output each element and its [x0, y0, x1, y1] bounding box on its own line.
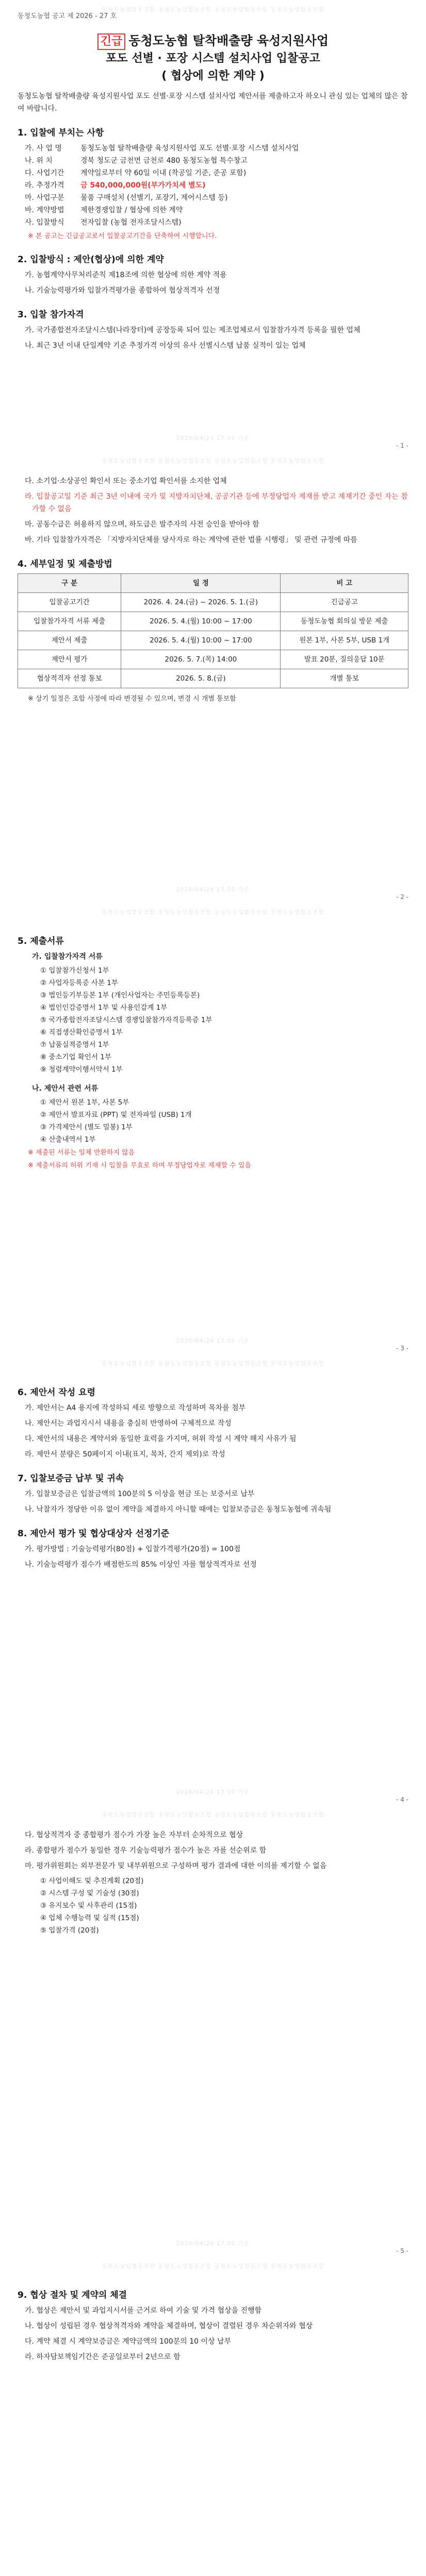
s5-note: ※ 제출된 서류는 일체 반환하지 않음	[28, 1149, 135, 1157]
s3-item: 가. 국가종합전자조달시스템(나라장터)에 공장등록 되어 있는 제조업체로서 입찰참가자격 등록을 필한 업체	[25, 326, 361, 334]
list-item: ④ 산출내역서 1부	[40, 1136, 96, 1144]
s2-item: 가. 농협계약사무처리준칙 제18조에 의한 협상에 의한 계약 적용	[25, 271, 227, 279]
list-item: ④ 업체 수행능력 및 실적 (15점)	[40, 1914, 139, 1922]
watermark: 동청도농업협동조합 동청도농업협동조합 동청도농업협동조합 동청도농업협동조합	[101, 2263, 325, 2269]
title-line-2: 포도 선별 · 포장 시스템 설치사업 입찰공고	[106, 52, 320, 65]
table-header-row	[18, 574, 408, 593]
s2-item: 나. 기술능력평가와 입찰가격평가를 종합하여 협상적격자 선정	[25, 286, 220, 295]
table-row: 협상적격자 선정 통보 2026. 5. 8.(금) 개별 통보	[18, 669, 408, 688]
s8-item: 나. 기술능력평가 점수가 배점한도의 85% 이상인 자를 협상적격자로 선정	[25, 1561, 257, 1569]
timestamp: 2026/04/24 17:00 기준	[176, 1337, 250, 1344]
list-item: ② 제안서 발표자료 (PPT) 및 전자파일 (USB) 1개	[40, 1111, 192, 1119]
list-item: ② 시스템 구성 및 기술성 (30점)	[40, 1889, 139, 1897]
page-number: - 3 -	[396, 1345, 408, 1352]
page-5	[0, 1805, 426, 2257]
list-item: ⑨ 청렴계약이행서약서 1부	[40, 1065, 123, 1074]
s7-item: 나. 낙찰자가 정당한 이유 없이 계약을 체결하지 아니할 때에는 입찰보증금은 동청도농협에 귀속됨	[25, 1505, 332, 1514]
section-5-heading: 5. 제출서류	[18, 936, 64, 946]
section-4-heading: 4. 세부일정 및 제출방법	[18, 559, 112, 569]
timestamp: 2026/04/24 17:00 기준	[176, 886, 250, 893]
s1-item: 바. 계약방법 제한경쟁입찰 / 협상에 의한 계약	[25, 206, 183, 214]
column-header: 구 분	[18, 574, 121, 593]
page-3	[0, 903, 426, 1354]
section-6-heading: 6. 제안서 작성 요령	[18, 1387, 95, 1398]
s3-item: 바. 기타 입찰참가자격은 「지방자치단체를 당사자로 하는 계약에 관한 법률 시행령」 및 관련 규정에 따름	[25, 536, 357, 544]
intro-text: 동청도농협 탈착배출량 육성지원사업 포도 선별·포장 시스템 설치사업 제안서를 제출하고자 하오니 관심 있는 업체의 많은 참여 바랍니다.	[18, 92, 408, 113]
watermark: 동청도농업협동조합 동청도농업협동조합 동청도농업협동조합 동청도농업협동조합	[101, 6, 325, 13]
list-item: ① 제안서 원본 1부, 사본 5부	[40, 1098, 129, 1107]
s1-item: 가. 사 업 명 동청도농협 탈착배출량 육성지원사업 포도 선별·포장 시스템 설치사업	[25, 144, 299, 152]
page-number: - 4 -	[396, 1796, 408, 1803]
s1-item: 마. 사업구분 물품 구매설치 (선별기, 포장기, 제어시스템 등)	[25, 194, 228, 202]
title-line-3: ( 협상에 의한 계약 )	[161, 70, 265, 82]
list-item: ④ 법인인감증명서 1부 및 사용인감계 1부	[40, 1004, 168, 1012]
s6-item: 다. 제안서의 내용은 계약서와 동일한 효력을 가지며, 허위 작성 시 계약 해지 사유가 됨	[25, 1435, 297, 1443]
schedule-table	[18, 573, 408, 688]
list-item: ③ 가격제안서 (별도 밀봉) 1부	[40, 1123, 133, 1131]
s9-item: 라. 하자담보책임기간은 준공일로부터 2년으로 함	[25, 2353, 181, 2361]
s1-item: 나. 위 치 경북 청도군 금천면 금천로 480 동청도농협 특수창고	[25, 157, 248, 165]
page-number: - 5 -	[396, 2247, 408, 2255]
section-1-heading: 1. 입찰에 부치는 사항	[18, 128, 104, 138]
timestamp: 2026/04/24 17:00 기준	[176, 1789, 250, 1795]
s3-item: 라. 입찰공고일 기준 최근 3년 이내에 국가 및 지방자치단체, 공공기관 등에 부정당업자 제재를 받고 제재기간 중인 자는 참가할 수 없음	[25, 493, 408, 513]
s5-note: ※ 제출서류의 허위 기재 시 입찰을 무효로 하며 부정당업자로 제재할 수 있음	[28, 1162, 252, 1170]
watermark: 동청도농업협동조합 동청도농업협동조합 동청도농업협동조합 동청도농업협동조합	[101, 1811, 325, 1818]
s6-item: 가. 제안서는 A4 용지에 작성하되 세로 방향으로 작성하며 목차를 첨부	[25, 1404, 246, 1412]
section-8-heading: 8. 제안서 평가 및 협상대상자 선정기준	[18, 1529, 170, 1539]
watermark: 동청도농업협동조합 동청도농업협동조합 동청도농업협동조합 동청도농업협동조합	[101, 457, 325, 464]
list-item: ③ 법인등기부등본 1부 (개인사업자는 주민등록등본)	[40, 991, 200, 999]
page-4	[0, 1354, 426, 1805]
section-7-heading: 7. 입찰보증금 납부 및 귀속	[18, 1473, 124, 1484]
s1-note: ※ 본 공고는 긴급공고로서 입찰공고기간을 단축하여 시행합니다.	[28, 232, 217, 240]
s9-item: 가. 협상은 제안서 및 과업지시서를 근거로 하여 기술 및 가격 협상을 진행함	[25, 2307, 262, 2315]
list-item: ① 사업이해도 및 추진계획 (20점)	[40, 1877, 144, 1885]
s1-item: 라. 추정가격 금 540,000,000원(부가가치세 별도)	[25, 181, 206, 190]
title-block	[18, 32, 408, 85]
list-item: ⑧ 중소기업 확인서 1부	[40, 1053, 111, 1061]
s9-item: 다. 계약 체결 시 계약보증금은 계약금액의 100분의 10 이상 납부	[25, 2337, 232, 2346]
page-title	[18, 32, 408, 50]
timestamp: 2026/04/24 17:00 기준	[176, 435, 250, 442]
s8-item: 다. 협상적격자 중 종합평가 점수가 가장 높은 자부터 순차적으로 협상	[25, 1831, 243, 1839]
section-3-heading: 3. 입찰 참가자격	[18, 310, 84, 320]
s5-group-title: 나. 제안서 관련 서류	[32, 1084, 99, 1093]
column-header: 비 고	[281, 574, 408, 593]
s9-item: 나. 협상이 성립된 경우 협상적격자와 계약을 체결하며, 협상이 결렬된 경우 차순위자와 협상	[25, 2322, 313, 2330]
page-2	[0, 451, 426, 903]
column-header: 일 정	[121, 574, 281, 593]
page-number: - 2 -	[396, 893, 408, 901]
s1-item: 사. 입찰방식 전자입찰 (농협 전자조달시스템)	[25, 218, 182, 227]
s3-item: 다. 소기업·소상공인 확인서 또는 중소기업 확인서를 소지한 업체	[25, 477, 227, 485]
table-row: 제안서 평가 2026. 5. 7.(목) 14:00 발표 20분, 질의응답 10분	[18, 650, 408, 669]
watermark: 동청도농업협동조합 동청도농업협동조합 동청도농업협동조합 동청도농업협동조합	[101, 909, 325, 916]
list-item: ⑦ 납품실적증명서 1부	[40, 1041, 109, 1049]
list-item: ① 입찰참가신청서 1부	[40, 967, 109, 975]
s8-item: 가. 평가방법 : 기술능력평가(80점) + 입찰가격평가(20점) = 100점	[25, 1545, 241, 1553]
title-line-1: 동청도농협 탈착배출량 육성지원사업	[128, 33, 329, 48]
s6-item: 라. 제안서 분량은 50페이지 이내(표지, 목차, 간지 제외)로 작성	[25, 1450, 225, 1459]
s5-group-title: 가. 입찰참가자격 서류	[32, 953, 103, 961]
list-item: ⑤ 입찰가격 (20점)	[40, 1926, 99, 1935]
section-2-heading: 2. 입찰방식 : 제안(협상)에 의한 계약	[18, 255, 164, 265]
list-item: ⑥ 직접생산확인증명서 1부	[40, 1028, 123, 1037]
s8-item: 마. 평가위원회는 외부전문가 및 내부위원으로 구성하며 평가 결과에 대한 이의를 제기할 수 없음	[25, 1862, 327, 1870]
urgent-badge: 긴급	[97, 33, 126, 50]
page-1	[0, 0, 426, 451]
watermark: 동청도농업협동조합 동청도농업협동조합 동청도농업협동조합 동청도농업협동조합	[101, 1360, 325, 1367]
s4-note: ※ 상기 일정은 조합 사정에 따라 변경될 수 있으며, 변경 시 개별 통보함	[28, 695, 236, 703]
list-item: ⑤ 국가종합전자조달시스템 경쟁입찰참가자격등록증 1부	[40, 1016, 212, 1024]
s6-item: 나. 제안서는 과업지시서 내용을 충실히 반영하여 구체적으로 작성	[25, 1419, 232, 1428]
list-item: ② 사업자등록증 사본 1부	[40, 979, 118, 987]
page-6	[0, 2257, 426, 2576]
s7-item: 가. 입찰보증금은 입찰금액의 100분의 5 이상을 현금 또는 보증서로 납부	[25, 1490, 255, 1498]
s8-item: 라. 종합평가 점수가 동일한 경우 기술능력평가 점수가 높은 자를 선순위로 함	[25, 1846, 267, 1855]
notice-number: 동청도농협 공고 제 2026 - 27 호	[18, 12, 117, 20]
table-row: 입찰참가자격 서류 제출 2026. 5. 4.(월) 10:00 ~ 17:00 동청도농협 회의실 방문 제출	[18, 612, 408, 631]
list-item: ③ 유지보수 및 사후관리 (15점)	[40, 1902, 137, 1910]
timestamp: 2026/04/24 17:00 기준	[176, 2240, 250, 2247]
page-number: - 1 -	[396, 442, 408, 449]
table-row: 제안서 제출 2026. 5. 4.(월) 10:00 ~ 17:00 원본 1부, 사본 5부, USB 1개	[18, 631, 408, 650]
table-row: 입찰공고기간 2026. 4. 24.(금) ~ 2026. 5. 1.(금) 긴급공고	[18, 593, 408, 612]
s3-item: 나. 최근 3년 이내 단일계약 기준 추정가격 이상의 유사 선별시스템 납품 실적이 있는 업체	[25, 342, 306, 350]
s1-item: 다. 사업기간 계약일로부터 약 60일 이내 (착공일 기준, 준공 포함)	[25, 169, 247, 177]
section-9-heading: 9. 협상 절차 및 계약의 체결	[18, 2290, 127, 2300]
s3-item: 마. 공동수급은 허용하지 않으며, 하도급은 발주자의 사전 승인을 받아야 함	[25, 520, 259, 529]
